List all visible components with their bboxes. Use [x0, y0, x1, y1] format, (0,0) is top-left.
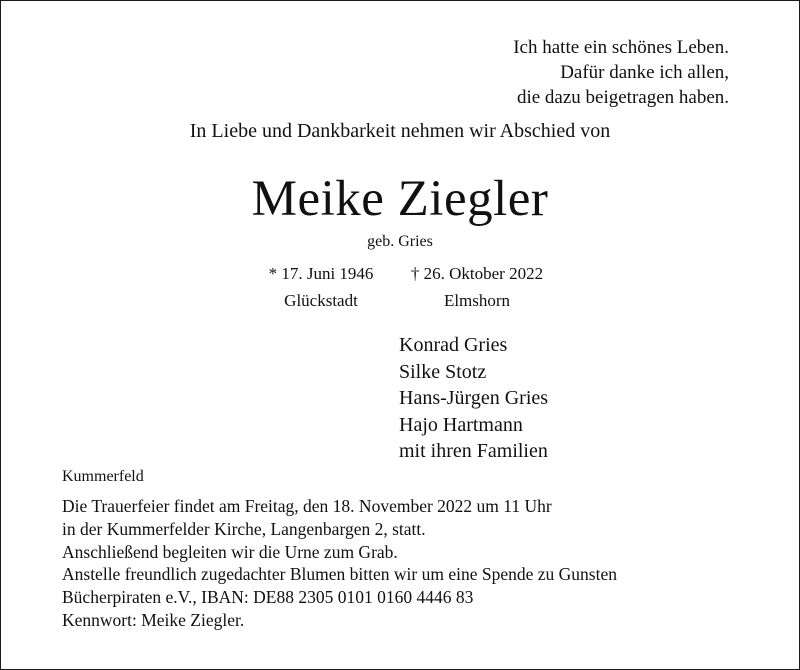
details-line: Anstelle freundlich zugedachter Blumen bitten wir um eine Spende zu Gunsten [62, 564, 617, 585]
mourners-list [399, 332, 548, 465]
birth-name: geb. Gries [367, 233, 433, 250]
death-info [397, 263, 557, 312]
deceased-name: Meike Ziegler [251, 171, 549, 227]
details-line: Bücherpiraten e.V., IBAN: DE88 2305 0101 0160 4446 83 [62, 587, 474, 608]
mourner-name: Hajo Hartmann [399, 413, 523, 436]
funeral-details [62, 495, 617, 632]
death-date: † 26. Oktober 2022 [410, 264, 544, 283]
birth-place: Glückstadt [284, 291, 358, 310]
details-line: in der Kummerfelder Kirche, Langenbargen 2, statt. [62, 518, 426, 539]
mourner-name: Hans-Jürgen Gries [399, 387, 549, 409]
details-line: Anschließend begleiten wir die Urne zum Grab. [62, 541, 398, 562]
birth-date: * 17. Juni 1946 [268, 264, 374, 283]
details-line: Die Trauerfeier findet am Freitag, den 18. November 2022 um 11 Uhr [62, 496, 552, 516]
motto-line: Ich hatte ein schönes Leben. [513, 37, 729, 58]
farewell-intro: In Liebe und Dankbarkeit nehmen wir Abschied von [189, 120, 611, 142]
motto-line: die dazu beigetragen haben. [516, 87, 729, 108]
location-label: Kummerfeld [62, 468, 144, 485]
mourner-families: mit ihren Familien [399, 440, 548, 462]
mourner-name: Konrad Gries [399, 334, 508, 356]
death-place: Elmshorn [443, 291, 511, 310]
birth-info [251, 263, 391, 312]
mourner-name: Silke Stotz [399, 360, 487, 383]
motto-quote [513, 35, 729, 110]
details-line: Kennwort: Meike Ziegler. [62, 609, 245, 630]
motto-line: Dafür danke ich allen, [560, 62, 729, 83]
